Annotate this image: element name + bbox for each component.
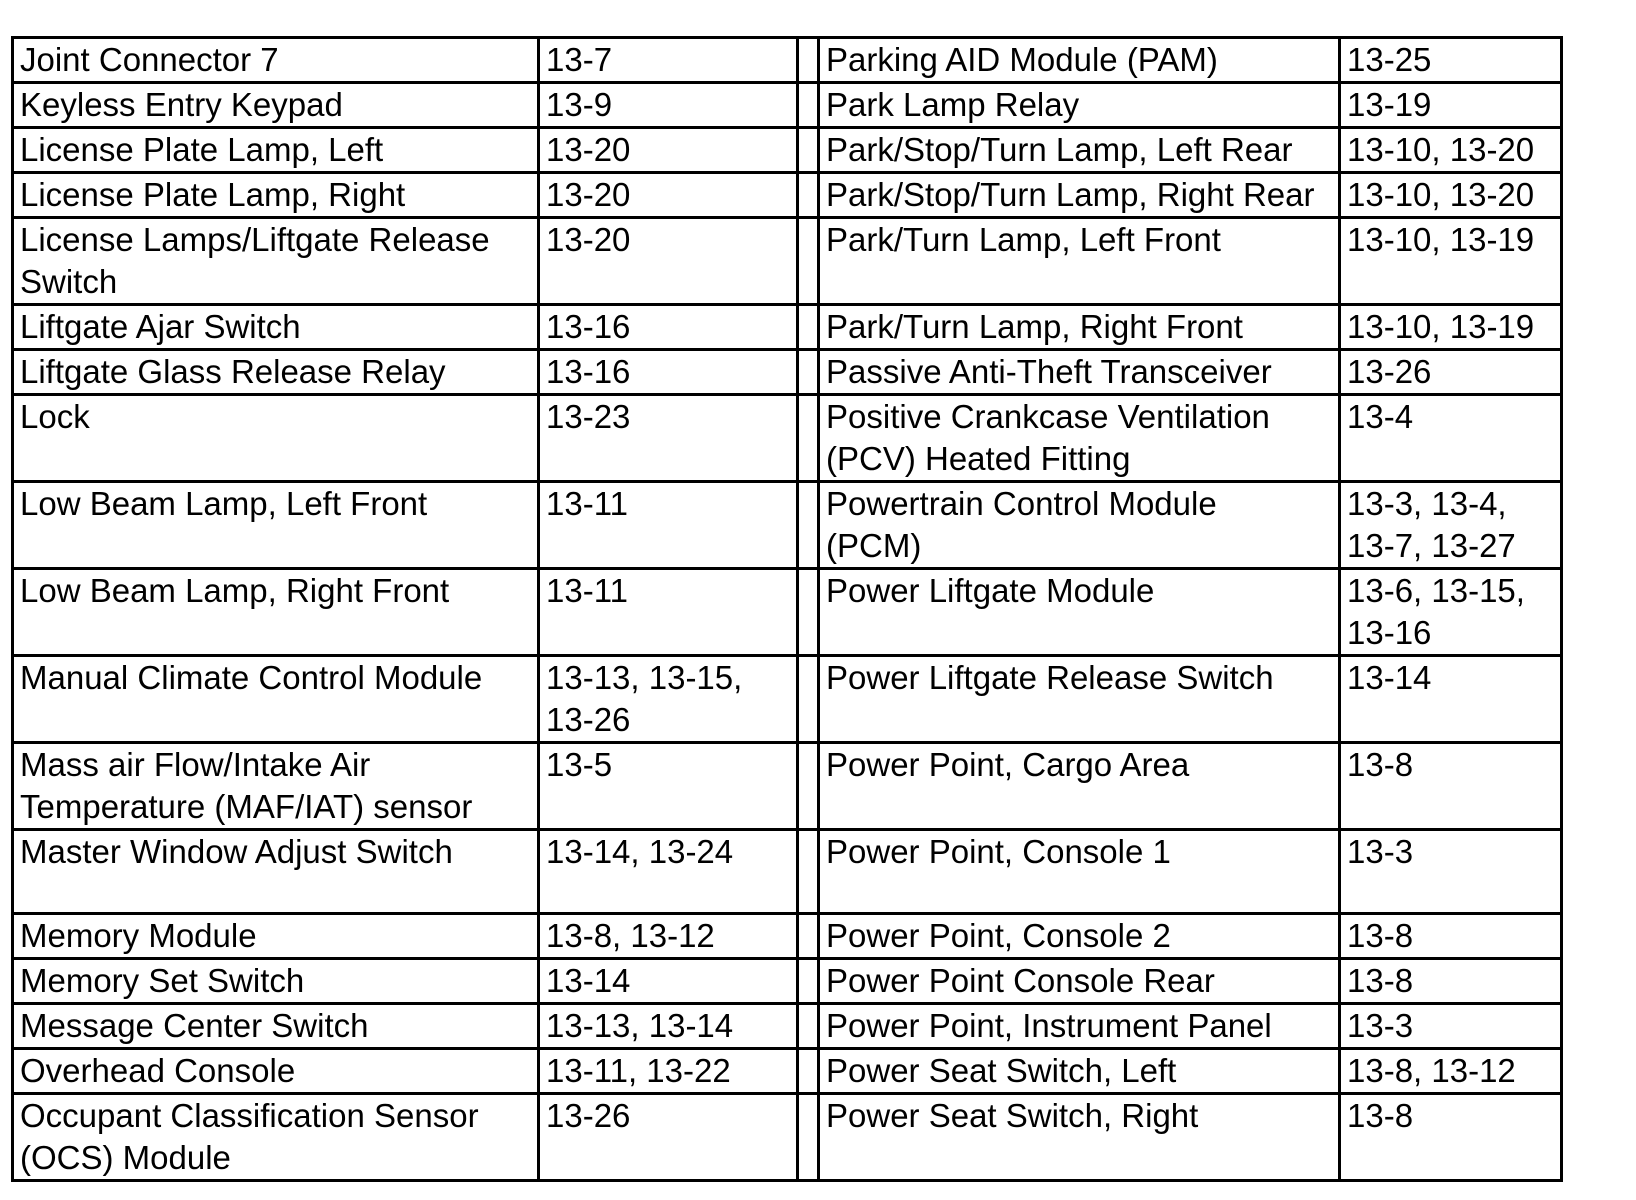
table-row [13,1049,1562,1094]
right-component-name-text: Power Seat Switch, Left [826,1052,1177,1089]
left-component-name-cell [13,83,539,128]
index-table-body [13,38,1562,1181]
left-page-ref-text: 13-8, 13-12 [546,917,715,954]
right-page-ref-cell [1340,914,1562,959]
right-page-ref-cell [1340,1094,1562,1181]
right-component-name-text: Park/Turn Lamp, Right Front [826,308,1243,345]
column-divider [798,959,819,1004]
table-row [13,656,1562,743]
left-component-name-cell [13,482,539,569]
left-page-ref-text: 13-13, 13-14 [546,1007,734,1044]
right-component-name-text: Park/Stop/Turn Lamp, Left Rear [826,131,1293,168]
left-page-ref-text: 13-5 [546,746,613,783]
right-page-ref-text: 13-10, 13-19 [1347,221,1535,258]
right-page-ref-cell [1340,959,1562,1004]
left-component-name-text: Lock [20,398,90,435]
right-component-name-cell [819,656,1340,743]
right-page-ref-text: 13-3, 13-4, [1347,485,1507,522]
right-page-ref-text: 13-8 [1347,1097,1414,1134]
table-row [13,914,1562,959]
right-component-name-cell [819,1094,1340,1181]
left-page-ref-cell [539,743,798,830]
right-component-name-text: Power Point, Console 1 [826,833,1171,870]
column-divider [798,1004,819,1049]
left-component-name-text: Occupant Classification Sensor [20,1097,479,1134]
left-page-ref-text: 13-9 [546,86,613,123]
left-component-name-text: License Plate Lamp, Right [20,176,406,213]
left-component-name-text: Joint Connector 7 [20,41,279,78]
left-page-ref-cell [539,830,798,914]
column-divider [798,173,819,218]
right-page-ref-cell [1340,482,1562,569]
left-component-name-text: Overhead Console [20,1052,296,1089]
right-component-name-text: Power Point, Console 2 [826,917,1171,954]
right-component-name-text: Park/Turn Lamp, Left Front [826,221,1221,258]
table-row [13,569,1562,656]
right-page-ref-text: 13-10, 13-20 [1347,131,1535,168]
right-component-name-text: Power Liftgate Module [826,572,1155,609]
left-page-ref-text: 13-20 [546,131,631,168]
left-component-name-cell [13,656,539,743]
left-page-ref-cell [539,569,798,656]
left-page-ref-cell [539,1004,798,1049]
right-page-ref-cell [1340,305,1562,350]
right-component-name-cell [819,830,1340,914]
left-component-name-cell [13,743,539,830]
right-page-ref-text: 13-16 [1347,614,1432,651]
left-page-ref-text: 13-26 [546,701,631,738]
left-component-name-cell [13,305,539,350]
right-component-name-text: Park Lamp Relay [826,86,1080,123]
right-page-ref-text: 13-8 [1347,962,1414,999]
right-page-ref-cell [1340,656,1562,743]
right-page-ref-cell [1340,569,1562,656]
left-page-ref-text: 13-13, 13-15, [546,659,743,696]
left-component-name-cell [13,350,539,395]
right-component-name-cell [819,38,1340,83]
column-divider [798,569,819,656]
column-divider [798,1094,819,1181]
right-page-ref-text: 13-7, 13-27 [1347,527,1516,564]
right-component-name-text: Powertrain Control Module [826,485,1217,522]
left-page-ref-cell [539,482,798,569]
table-row [13,482,1562,569]
right-page-ref-text: 13-25 [1347,41,1432,78]
right-component-name-text: Power Seat Switch, Right [826,1097,1199,1134]
right-component-name-text: (PCM) [826,527,922,564]
right-page-ref-cell [1340,1004,1562,1049]
left-component-name-cell [13,395,539,482]
left-page-ref-text: 13-16 [546,353,631,390]
left-component-name-text: Switch [20,263,118,300]
left-component-name-text: Manual Climate Control Module [20,659,483,696]
table-row [13,350,1562,395]
right-page-ref-cell [1340,218,1562,305]
left-page-ref-cell [539,914,798,959]
right-page-ref-text: 13-8, 13-12 [1347,1052,1516,1089]
table-row [13,305,1562,350]
column-divider [798,1049,819,1094]
left-page-ref-cell [539,1094,798,1181]
right-component-name-cell [819,1004,1340,1049]
table-row [13,128,1562,173]
right-page-ref-cell [1340,1049,1562,1094]
left-component-name-cell [13,38,539,83]
table-row [13,830,1562,914]
left-component-name-cell [13,914,539,959]
right-page-ref-cell [1340,350,1562,395]
left-page-ref-text: 13-14 [546,962,631,999]
right-component-name-text: Power Point, Cargo Area [826,746,1190,783]
table-row [13,743,1562,830]
column-divider [798,656,819,743]
left-page-ref-text: 13-11 [546,572,628,609]
column-divider [798,395,819,482]
right-component-name-cell [819,395,1340,482]
right-component-name-cell [819,1049,1340,1094]
table-row [13,83,1562,128]
left-page-ref-cell [539,959,798,1004]
table-row [13,395,1562,482]
table-row [13,959,1562,1004]
right-component-name-text: (PCV) Heated Fitting [826,440,1131,477]
left-component-name-text: Low Beam Lamp, Right Front [20,572,450,609]
table-row [13,1094,1562,1181]
right-component-name-cell [819,173,1340,218]
left-component-name-text: Mass air Flow/Intake Air [20,746,371,783]
left-component-name-text: Temperature (MAF/IAT) sensor [20,788,473,825]
left-component-name-cell [13,1004,539,1049]
left-page-ref-text: 13-20 [546,176,631,213]
column-divider [798,218,819,305]
column-divider [798,83,819,128]
right-component-name-text: Power Liftgate Release Switch [826,659,1274,696]
left-component-name-cell [13,1094,539,1181]
left-page-ref-text: 13-20 [546,221,631,258]
right-component-name-text: Park/Stop/Turn Lamp, Right Rear [826,176,1315,213]
left-page-ref-text: 13-11, 13-22 [546,1052,731,1089]
column-divider [798,914,819,959]
left-page-ref-cell [539,656,798,743]
left-page-ref-cell [539,38,798,83]
left-page-ref-cell [539,1049,798,1094]
left-component-name-cell [13,128,539,173]
right-component-name-cell [819,218,1340,305]
table-row [13,173,1562,218]
column-divider [798,128,819,173]
right-component-name-cell [819,305,1340,350]
right-page-ref-cell [1340,830,1562,914]
left-component-name-text: Keyless Entry Keypad [20,86,343,123]
right-component-name-text: Power Point, Instrument Panel [826,1007,1272,1044]
component-index-table [11,36,1563,1182]
right-page-ref-text: 13-14 [1347,659,1432,696]
table-row [13,1004,1562,1049]
left-page-ref-cell [539,350,798,395]
left-page-ref-text: 13-7 [546,41,613,78]
left-page-ref-text: 13-26 [546,1097,631,1134]
left-component-name-text: Liftgate Glass Release Relay [20,353,446,390]
left-component-name-cell [13,173,539,218]
column-divider [798,830,819,914]
left-page-ref-text: 13-14, 13-24 [546,833,734,870]
right-component-name-cell [819,482,1340,569]
right-page-ref-cell [1340,38,1562,83]
right-page-ref-text: 13-10, 13-20 [1347,176,1535,213]
right-component-name-cell [819,959,1340,1004]
left-page-ref-cell [539,218,798,305]
right-component-name-cell [819,743,1340,830]
right-page-ref-text: 13-3 [1347,833,1414,870]
left-page-ref-cell [539,128,798,173]
column-divider [798,305,819,350]
left-component-name-text: Master Window Adjust Switch [20,833,453,870]
right-page-ref-text: 13-26 [1347,353,1432,390]
left-page-ref-text: 13-16 [546,308,631,345]
left-page-ref-cell [539,173,798,218]
left-component-name-text: Memory Module [20,917,257,954]
table-row [13,218,1562,305]
left-component-name-cell [13,1049,539,1094]
right-component-name-cell [819,569,1340,656]
right-page-ref-text: 13-19 [1347,86,1432,123]
right-component-name-cell [819,83,1340,128]
right-component-name-cell [819,914,1340,959]
right-page-ref-cell [1340,743,1562,830]
right-page-ref-text: 13-6, 13-15, [1347,572,1525,609]
right-page-ref-text: 13-10, 13-19 [1347,308,1535,345]
left-component-name-text: License Lamps/Liftgate Release [20,221,490,258]
left-component-name-cell [13,830,539,914]
left-page-ref-text: 13-23 [546,398,631,435]
right-page-ref-cell [1340,128,1562,173]
column-divider [798,743,819,830]
right-component-name-text: Passive Anti-Theft Transceiver [826,353,1272,390]
right-component-name-text: Power Point Console Rear [826,962,1215,999]
right-component-name-cell [819,128,1340,173]
left-component-name-cell [13,569,539,656]
left-component-name-text: Memory Set Switch [20,962,305,999]
left-component-name-text: Liftgate Ajar Switch [20,308,301,345]
table-row [13,38,1562,83]
right-page-ref-text: 13-4 [1347,398,1414,435]
left-page-ref-cell [539,83,798,128]
right-page-ref-cell [1340,83,1562,128]
right-component-name-cell [819,350,1340,395]
right-component-name-text: Parking AID Module (PAM) [826,41,1218,78]
right-page-ref-text: 13-8 [1347,917,1414,954]
left-page-ref-cell [539,305,798,350]
column-divider [798,350,819,395]
left-component-name-text: Low Beam Lamp, Left Front [20,485,428,522]
column-divider [798,482,819,569]
right-component-name-text: Positive Crankcase Ventilation [826,398,1270,435]
left-page-ref-cell [539,395,798,482]
column-divider [798,38,819,83]
right-page-ref-text: 13-8 [1347,746,1414,783]
right-page-ref-cell [1340,395,1562,482]
left-component-name-cell [13,959,539,1004]
left-component-name-text: (OCS) Module [20,1139,231,1176]
left-component-name-text: License Plate Lamp, Left [20,131,384,168]
left-component-name-text: Message Center Switch [20,1007,369,1044]
right-page-ref-text: 13-3 [1347,1007,1414,1044]
left-component-name-cell [13,218,539,305]
left-page-ref-text: 13-11 [546,485,628,522]
right-page-ref-cell [1340,173,1562,218]
